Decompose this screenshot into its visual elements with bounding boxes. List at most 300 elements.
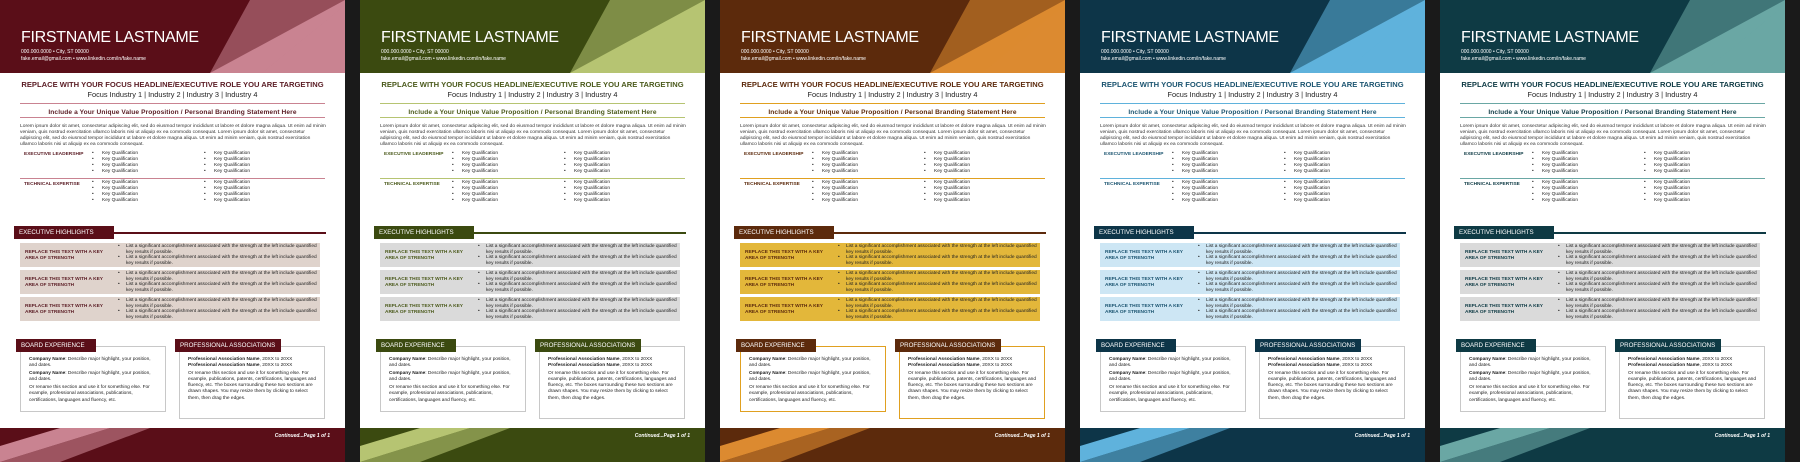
company-name: Company Name — [1109, 371, 1146, 377]
key-qualification: • Key Qualification — [1284, 180, 1374, 186]
board-entry-text: : Describe major highlight, your position, and dates. — [389, 357, 511, 369]
key-qualification: • Key Qualification — [924, 157, 1014, 163]
association-dates: , 20XX to 20XX — [979, 357, 1013, 362]
key-qualifications-column — [92, 151, 182, 176]
key-qualification: • Key Qualification — [564, 151, 654, 157]
divider-rule — [1100, 117, 1405, 118]
resume-header — [720, 0, 1065, 73]
resume-page-burgundy-rose[interactable] — [0, 0, 345, 462]
highlight-item: • List a significant accomplishment associated with the strength at the left include quantified key results if possible. — [478, 255, 678, 266]
highlight-items — [118, 244, 318, 266]
board-entry-text: : Describe major highlight, your position, and dates. — [29, 357, 151, 369]
professional-associations-heading: PROFESSIONAL ASSOCIATIONS — [1615, 339, 1721, 352]
highlight-item: • List a significant accomplishment associated with the strength at the left include quantified key results if possible. — [838, 255, 1038, 266]
key-qualification: • Key Qualification — [1644, 169, 1734, 175]
highlight-items — [1198, 298, 1398, 320]
association-name: Professional Association Name — [1628, 363, 1700, 369]
key-qualification: • Key Qualification — [92, 192, 182, 198]
focus-headline: REPLACE WITH YOUR FOCUS HEADLINE/EXECUTIVE ROLE YOU ARE TARGETING — [21, 80, 324, 89]
focus-headline: REPLACE WITH YOUR FOCUS HEADLINE/EXECUTIVE ROLE YOU ARE TARGETING — [1461, 80, 1764, 89]
professional-associations-heading: PROFESSIONAL ASSOCIATIONS — [895, 339, 1001, 352]
highlight-row — [1460, 297, 1760, 321]
key-qualification: • Key Qualification — [812, 192, 902, 198]
divider-rule — [740, 117, 1045, 118]
resume-header — [360, 0, 705, 73]
association-dates: , 20XX to 20XX — [619, 357, 653, 362]
association-name: Professional Association Name — [548, 357, 620, 362]
key-qualification: • Key Qualification — [812, 198, 902, 204]
key-qualification: • Key Qualification — [1644, 192, 1734, 198]
highlight-strength-label: REPLACE THIS TEXT WITH A KEY AREA OF STRENGTH — [745, 250, 823, 261]
company-name: Company Name — [389, 371, 426, 377]
association-note: Or rename this section and use it for something else. For example, publications, patents, certifications, languages and fluency, etc. The boxes surrounding these two sections are drawn shapes. You may resize them by clicking to select them, then drag the edges. — [188, 371, 316, 401]
highlight-strength-label: REPLACE THIS TEXT WITH A KEY AREA OF STRENGTH — [745, 304, 823, 315]
executive-leadership-label: EXECUTIVE LEADERSHIP — [1464, 152, 1524, 157]
divider-rule — [740, 103, 1045, 104]
board-note: Or rename this section and use it for something else. For example, professional associations, publications, certifications, languages and fluency, etc. — [1469, 385, 1590, 403]
divider-rule — [1100, 103, 1405, 104]
highlight-item: • List a significant accomplishment associated with the strength at the left include quantified key results if possible. — [1558, 244, 1758, 255]
section-line — [474, 232, 686, 234]
focus-industries: Focus Industry 1 | Industry 2 | Industry 3 | Industry 4 — [447, 90, 618, 99]
highlight-item: • List a significant accomplishment associated with the strength at the left include quantified key results if possible. — [1198, 298, 1398, 309]
highlight-items — [1558, 244, 1758, 266]
key-qualification: • Key Qualification — [924, 198, 1014, 204]
board-entry — [29, 357, 159, 369]
highlight-items — [838, 244, 1038, 266]
key-qualification: • Key Qualification — [1532, 169, 1622, 175]
highlight-item: • List a significant accomplishment associated with the strength at the left include quantified key results if possible. — [478, 282, 678, 293]
summary-paragraph: Lorem ipsum dolor sit amet, consectetur adipiscing elit, sed do eiusmod tempor incididunt ut labore et dolore magna aliqua. Ut enim ad minim veniam, quis nostrud exercitation ullamco laboris nisi ut aliquip ex ea commodo consequat. Lorem ipsum dolor sit amet, consectetur adipiscing elit, sed do eiusmod tempor incididunt ut labore et dolore magna aliqua. Ut enim ad minim veniam, quis nostrud exercitation ullamco laboris nisi ut aliquip ex ea commodo consequat. — [1100, 124, 1406, 148]
key-qualification: • Key Qualification — [1172, 192, 1262, 198]
technical-expertise-label: TECHNICAL EXPERTISE — [1104, 182, 1160, 187]
key-qualification: • Key Qualification — [924, 151, 1014, 157]
key-qualification: • Key Qualification — [1532, 180, 1622, 186]
key-qualification: • Key Qualification — [1644, 186, 1734, 192]
highlight-strength-label: REPLACE THIS TEXT WITH A KEY AREA OF STRENGTH — [25, 304, 103, 315]
key-qualification: • Key Qualification — [1172, 180, 1262, 186]
key-qualification: • Key Qualification — [1532, 151, 1622, 157]
focus-industries: Focus Industry 1 | Industry 2 | Industry 3 | Industry 4 — [807, 90, 978, 99]
board-entry — [389, 371, 519, 383]
focus-industries: Focus Industry 1 | Industry 2 | Industry 3 | Industry 4 — [87, 90, 258, 99]
board-entry-text: : Describe major highlight, your position, and dates. — [749, 371, 871, 383]
contact-email-linkedin: fake.email@gmail.com • www.linkedin.com/in/fake.name — [1101, 56, 1226, 62]
key-qualification: • Key Qualification — [1284, 186, 1374, 192]
highlight-item: • List a significant accomplishment associated with the strength at the left include quantified key results if possible. — [1558, 309, 1758, 320]
contact-phone-city: 000.000.0000 • City, ST 00000 — [21, 49, 89, 55]
key-qualification: • Key Qualification — [92, 186, 182, 192]
divider-rule — [20, 178, 325, 179]
key-qualification: • Key Qualification — [812, 163, 902, 169]
divider-rule — [380, 117, 685, 118]
key-qualification: • Key Qualification — [204, 180, 294, 186]
highlight-item: • List a significant accomplishment associated with the strength at the left include quantified key results if possible. — [1198, 282, 1398, 293]
key-qualification: • Key Qualification — [564, 198, 654, 204]
key-qualification: • Key Qualification — [92, 169, 182, 175]
key-qualification: • Key Qualification — [1644, 198, 1734, 204]
company-name: Company Name — [29, 357, 66, 362]
key-qualifications-column — [564, 151, 654, 176]
focus-headline: REPLACE WITH YOUR FOCUS HEADLINE/EXECUTIVE ROLE YOU ARE TARGETING — [1101, 80, 1404, 89]
highlight-strength-label: REPLACE THIS TEXT WITH A KEY AREA OF STRENGTH — [1105, 304, 1183, 315]
key-qualification: • Key Qualification — [812, 169, 902, 175]
contact-email-linkedin: fake.email@gmail.com • www.linkedin.com/in/fake.name — [21, 56, 146, 62]
board-entry-text: : Describe major highlight, your position, and dates. — [1469, 357, 1591, 369]
highlight-row — [1460, 270, 1760, 294]
professional-associations-box — [179, 346, 325, 419]
board-experience-heading: BOARD EXPERIENCE — [376, 339, 456, 352]
association-name: Professional Association Name — [188, 363, 260, 369]
value-proposition: Include a Your Unique Value Proposition / Personal Branding Statement Here — [768, 109, 1017, 116]
association-dates: , 20XX to 20XX — [259, 357, 293, 362]
key-qualification: • Key Qualification — [1532, 186, 1622, 192]
highlight-item: • List a significant accomplishment associated with the strength at the left include quantified key results if possible. — [1198, 309, 1398, 320]
key-qualifications-column — [1644, 180, 1734, 205]
professional-associations-heading: PROFESSIONAL ASSOCIATIONS — [535, 339, 641, 352]
highlight-strength-label: REPLACE THIS TEXT WITH A KEY AREA OF STRENGTH — [25, 277, 103, 288]
highlight-item: • List a significant accomplishment associated with the strength at the left include quantified key results if possible. — [118, 255, 318, 266]
professional-associations-box — [539, 346, 685, 419]
company-name: Company Name — [389, 357, 426, 362]
key-qualification: • Key Qualification — [1284, 157, 1374, 163]
technical-expertise-label: TECHNICAL EXPERTISE — [384, 182, 440, 187]
company-name: Company Name — [29, 371, 66, 377]
resume-page-brown-orange[interactable] — [720, 0, 1065, 462]
key-qualification: • Key Qualification — [924, 192, 1014, 198]
focus-industries: Focus Industry 1 | Industry 2 | Industry 3 | Industry 4 — [1167, 90, 1338, 99]
key-qualification: • Key Qualification — [812, 180, 902, 186]
highlight-strength-label: REPLACE THIS TEXT WITH A KEY AREA OF STRENGTH — [385, 304, 463, 315]
key-qualification: • Key Qualification — [1172, 169, 1262, 175]
summary-paragraph: Lorem ipsum dolor sit amet, consectetur adipiscing elit, sed do eiusmod tempor incididunt ut labore et dolore magna aliqua. Ut enim ad minim veniam, quis nostrud exercitation ullamco laboris nisi ut aliquip ex ea commodo consequat. Lorem ipsum dolor sit amet, consectetur adipiscing elit, sed do eiusmod tempor incididunt ut labore et dolore magna aliqua. Ut enim ad minim veniam, quis nostrud exercitation ullamco laboris nisi ut aliquip ex ea commodo consequat. — [380, 124, 686, 148]
key-qualification: • Key Qualification — [1284, 151, 1374, 157]
key-qualification: • Key Qualification — [812, 151, 902, 157]
page-continued-label: Continued...Page 1 of 1 — [1714, 433, 1770, 439]
value-proposition: Include a Your Unique Value Proposition / Personal Branding Statement Here — [1488, 109, 1737, 116]
association-dates: , 20XX to 20XX — [1699, 357, 1733, 362]
key-qualifications-column — [1644, 151, 1734, 176]
key-qualification: • Key Qualification — [204, 157, 294, 163]
key-qualifications-column — [204, 151, 294, 176]
highlight-strength-label: REPLACE THIS TEXT WITH A KEY AREA OF STRENGTH — [1465, 250, 1543, 261]
key-qualifications-column — [452, 151, 542, 176]
highlight-item: • List a significant accomplishment associated with the strength at the left include quantified key results if possible. — [1198, 244, 1398, 255]
association-name: Professional Association Name — [548, 363, 620, 369]
key-qualification: • Key Qualification — [1172, 186, 1262, 192]
board-experience-box — [1460, 346, 1606, 412]
executive-highlights-heading: EXECUTIVE HIGHLIGHTS — [734, 226, 834, 239]
key-qualification: • Key Qualification — [564, 169, 654, 175]
professional-associations-heading: PROFESSIONAL ASSOCIATIONS — [1255, 339, 1361, 352]
candidate-name: FIRSTNAME LASTNAME — [1461, 29, 1639, 46]
key-qualifications-column — [1284, 151, 1374, 176]
highlight-row — [740, 270, 1040, 294]
executive-leadership-label: EXECUTIVE LEADERSHIP — [24, 152, 84, 157]
highlight-strength-label: REPLACE THIS TEXT WITH A KEY AREA OF STRENGTH — [1465, 304, 1543, 315]
key-qualification: • Key Qualification — [924, 186, 1014, 192]
page-continued-label: Continued...Page 1 of 1 — [1354, 433, 1410, 439]
board-experience-heading: BOARD EXPERIENCE — [736, 339, 816, 352]
association-name: Professional Association Name — [1268, 357, 1340, 362]
section-line — [1554, 232, 1766, 234]
highlight-strength-label: REPLACE THIS TEXT WITH A KEY AREA OF STRENGTH — [1105, 250, 1183, 261]
professional-associations-box — [899, 346, 1045, 419]
key-qualification: • Key Qualification — [564, 157, 654, 163]
highlight-row — [380, 270, 680, 294]
board-entry-text: : Describe major highlight, your position, and dates. — [749, 357, 871, 369]
association-name: Professional Association Name — [1628, 357, 1700, 362]
key-qualification: • Key Qualification — [812, 186, 902, 192]
highlight-items — [1198, 244, 1398, 266]
key-qualification: • Key Qualification — [204, 198, 294, 204]
highlight-row — [20, 243, 320, 267]
board-entry-text: : Describe major highlight, your position, and dates. — [389, 371, 511, 383]
key-qualification: • Key Qualification — [204, 186, 294, 192]
contact-phone-city: 000.000.0000 • City, ST 00000 — [741, 49, 809, 55]
value-proposition: Include a Your Unique Value Proposition / Personal Branding Statement Here — [408, 109, 657, 116]
highlight-item: • List a significant accomplishment associated with the strength at the left include quantified key results if possible. — [118, 282, 318, 293]
divider-rule — [380, 103, 685, 104]
value-proposition: Include a Your Unique Value Proposition / Personal Branding Statement Here — [48, 109, 297, 116]
key-qualifications-column — [924, 151, 1014, 176]
highlight-row — [1460, 243, 1760, 267]
key-qualification: • Key Qualification — [452, 186, 542, 192]
highlight-items — [1198, 271, 1398, 293]
highlight-item: • List a significant accomplishment associated with the strength at the left include quantified key results if possible. — [478, 244, 678, 255]
divider-rule — [740, 178, 1045, 179]
highlight-item: • List a significant accomplishment associated with the strength at the left include quantified key results if possible. — [1558, 298, 1758, 309]
highlight-items — [1558, 298, 1758, 320]
key-qualifications-column — [1284, 180, 1374, 205]
divider-rule — [20, 117, 325, 118]
divider-rule — [1100, 178, 1405, 179]
key-qualification: • Key Qualification — [92, 163, 182, 169]
board-experience-box — [380, 346, 526, 412]
association-dates: , 20XX to 20XX — [259, 363, 293, 369]
candidate-name: FIRSTNAME LASTNAME — [1101, 29, 1279, 46]
executive-highlights-heading: EXECUTIVE HIGHLIGHTS — [14, 226, 114, 239]
divider-rule — [1460, 178, 1765, 179]
key-qualification: • Key Qualification — [1172, 198, 1262, 204]
board-note: Or rename this section and use it for something else. For example, professional associations, publications, certifications, languages and fluency, etc. — [749, 385, 870, 403]
focus-headline: REPLACE WITH YOUR FOCUS HEADLINE/EXECUTIVE ROLE YOU ARE TARGETING — [741, 80, 1044, 89]
key-qualification: • Key Qualification — [924, 169, 1014, 175]
highlight-item: • List a significant accomplishment associated with the strength at the left include quantified key results if possible. — [838, 271, 1038, 282]
key-qualification: • Key Qualification — [92, 198, 182, 204]
section-line — [1194, 232, 1406, 234]
page-continued-label: Continued...Page 1 of 1 — [634, 433, 690, 439]
key-qualification: • Key Qualification — [1644, 163, 1734, 169]
board-entry — [1469, 371, 1599, 383]
highlight-row — [380, 297, 680, 321]
executive-highlights-heading: EXECUTIVE HIGHLIGHTS — [1454, 226, 1554, 239]
highlight-strength-label: REPLACE THIS TEXT WITH A KEY AREA OF STRENGTH — [385, 250, 463, 261]
highlight-item: • List a significant accomplishment associated with the strength at the left include quantified key results if possible. — [1558, 255, 1758, 266]
key-qualification: • Key Qualification — [812, 157, 902, 163]
highlight-item: • List a significant accomplishment associated with the strength at the left include quantified key results if possible. — [838, 244, 1038, 255]
highlight-strength-label: REPLACE THIS TEXT WITH A KEY AREA OF STRENGTH — [1105, 277, 1183, 288]
highlight-row — [20, 297, 320, 321]
highlight-row — [1100, 243, 1400, 267]
executive-leadership-label: EXECUTIVE LEADERSHIP — [384, 152, 444, 157]
highlight-strength-label: REPLACE THIS TEXT WITH A KEY AREA OF STRENGTH — [1465, 277, 1543, 288]
association-entry — [188, 363, 318, 369]
summary-paragraph: Lorem ipsum dolor sit amet, consectetur adipiscing elit, sed do eiusmod tempor incididunt ut labore et dolore magna aliqua. Ut enim ad minim veniam, quis nostrud exercitation ullamco laboris nisi ut aliquip ex ea commodo consequat. Lorem ipsum dolor sit amet, consectetur adipiscing elit, sed do eiusmod tempor incididunt ut labore et dolore magna aliqua. Ut enim ad minim veniam, quis nostrud exercitation ullamco laboris nisi ut aliquip ex ea commodo consequat. — [1460, 124, 1766, 148]
key-qualification: • Key Qualification — [1284, 192, 1374, 198]
page-continued-label: Continued...Page 1 of 1 — [994, 433, 1050, 439]
board-entry-text: : Describe major highlight, your position, and dates. — [29, 371, 151, 383]
board-note: Or rename this section and use it for something else. For example, professional associations, publications, certifications, languages and fluency, etc. — [29, 385, 150, 403]
board-note: Or rename this section and use it for something else. For example, professional associations, publications, certifications, languages and fluency, etc. — [389, 385, 510, 403]
candidate-name: FIRSTNAME LASTNAME — [21, 29, 199, 46]
key-qualification: • Key Qualification — [1532, 163, 1622, 169]
highlight-item: • List a significant accomplishment associated with the strength at the left include quantified key results if possible. — [1198, 271, 1398, 282]
highlight-item: • List a significant accomplishment associated with the strength at the left include quantified key results if possible. — [1558, 282, 1758, 293]
key-qualifications-column — [924, 180, 1014, 205]
contact-phone-city: 000.000.0000 • City, ST 00000 — [1461, 49, 1529, 55]
key-qualification: • Key Qualification — [564, 192, 654, 198]
association-dates: , 20XX to 20XX — [1339, 363, 1373, 369]
contact-phone-city: 000.000.0000 • City, ST 00000 — [381, 49, 449, 55]
key-qualifications-column — [1532, 151, 1622, 176]
key-qualifications-column — [92, 180, 182, 205]
key-qualification: • Key Qualification — [564, 163, 654, 169]
highlight-row — [1100, 297, 1400, 321]
highlight-row — [380, 243, 680, 267]
key-qualification: • Key Qualification — [1532, 198, 1622, 204]
association-entry — [1268, 363, 1398, 369]
association-note: Or rename this section and use it for something else. For example, publications, patents, certifications, languages and fluency, etc. The boxes surrounding these two sections are drawn shapes. You may resize them by clicking to select them, then drag the edges. — [548, 371, 676, 401]
board-entry-text: : Describe major highlight, your position, and dates. — [1469, 371, 1591, 383]
highlight-items — [118, 298, 318, 320]
highlight-row — [740, 243, 1040, 267]
key-qualification: • Key Qualification — [564, 180, 654, 186]
highlight-item: • List a significant accomplishment associated with the strength at the left include quantified key results if possible. — [838, 309, 1038, 320]
contact-phone-city: 000.000.0000 • City, ST 00000 — [1101, 49, 1169, 55]
key-qualification: • Key Qualification — [452, 180, 542, 186]
association-dates: , 20XX to 20XX — [979, 363, 1013, 369]
focus-industries: Focus Industry 1 | Industry 2 | Industry 3 | Industry 4 — [1527, 90, 1698, 99]
contact-email-linkedin: fake.email@gmail.com • www.linkedin.com/in/fake.name — [741, 56, 866, 62]
technical-expertise-label: TECHNICAL EXPERTISE — [1464, 182, 1520, 187]
key-qualification: • Key Qualification — [1284, 169, 1374, 175]
key-qualification: • Key Qualification — [1532, 192, 1622, 198]
key-qualifications-column — [1532, 180, 1622, 205]
board-entry-text: : Describe major highlight, your position, and dates. — [1109, 357, 1231, 369]
board-experience-heading: BOARD EXPERIENCE — [1096, 339, 1176, 352]
highlight-item: • List a significant accomplishment associated with the strength at the left include quantified key results if possible. — [478, 271, 678, 282]
association-entry — [1628, 363, 1758, 369]
divider-rule — [1460, 117, 1765, 118]
contact-email-linkedin: fake.email@gmail.com • www.linkedin.com/in/fake.name — [1461, 56, 1586, 62]
key-qualification: • Key Qualification — [452, 157, 542, 163]
resume-header — [1440, 0, 1785, 73]
key-qualification: • Key Qualification — [452, 169, 542, 175]
association-name: Professional Association Name — [908, 363, 980, 369]
professional-associations-box — [1259, 346, 1405, 419]
section-line — [114, 232, 326, 234]
technical-expertise-label: TECHNICAL EXPERTISE — [744, 182, 800, 187]
summary-paragraph: Lorem ipsum dolor sit amet, consectetur adipiscing elit, sed do eiusmod tempor incididunt ut labore et dolore magna aliqua. Ut enim ad minim veniam, quis nostrud exercitation ullamco laboris nisi ut aliquip ex ea commodo consequat. Lorem ipsum dolor sit amet, consectetur adipiscing elit, sed do eiusmod tempor incididunt ut labore et dolore magna aliqua. Ut enim ad minim veniam, quis nostrud exercitation ullamco laboris nisi ut aliquip ex ea commodo consequat. — [20, 124, 326, 148]
key-qualification: • Key Qualification — [1172, 157, 1262, 163]
key-qualification: • Key Qualification — [92, 157, 182, 163]
technical-expertise-label: TECHNICAL EXPERTISE — [24, 182, 80, 187]
key-qualification: • Key Qualification — [204, 151, 294, 157]
key-qualification: • Key Qualification — [452, 198, 542, 204]
key-qualifications-column — [1172, 180, 1262, 205]
highlight-items — [478, 244, 678, 266]
highlight-item: • List a significant accomplishment associated with the strength at the left include quantified key results if possible. — [478, 309, 678, 320]
key-qualification: • Key Qualification — [1172, 151, 1262, 157]
focus-headline: REPLACE WITH YOUR FOCUS HEADLINE/EXECUTIVE ROLE YOU ARE TARGETING — [381, 80, 684, 89]
board-entry — [749, 357, 879, 369]
association-dates: , 20XX to 20XX — [1699, 363, 1733, 369]
board-entry — [1109, 357, 1239, 369]
key-qualifications-column — [564, 180, 654, 205]
highlight-items — [838, 271, 1038, 293]
highlight-items — [478, 271, 678, 293]
resume-page-teal-sage[interactable] — [1440, 0, 1785, 462]
association-note: Or rename this section and use it for something else. For example, publications, patents, certifications, languages and fluency, etc. The boxes surrounding these two sections are drawn shapes. You may resize them by clicking to select them, then drag the edges. — [1628, 371, 1756, 401]
key-qualification: • Key Qualification — [1172, 163, 1262, 169]
highlight-strength-label: REPLACE THIS TEXT WITH A KEY AREA OF STRENGTH — [385, 277, 463, 288]
board-experience-heading: BOARD EXPERIENCE — [16, 339, 96, 352]
key-qualification: • Key Qualification — [924, 180, 1014, 186]
key-qualifications-column — [452, 180, 542, 205]
board-note: Or rename this section and use it for something else. For example, professional associations, publications, certifications, languages and fluency, etc. — [1109, 385, 1230, 403]
board-experience-box — [20, 346, 166, 412]
divider-rule — [20, 103, 325, 104]
association-note: Or rename this section and use it for something else. For example, publications, patents, certifications, languages and fluency, etc. The boxes surrounding these two sections are drawn shapes. You may resize them by clicking to select them, then drag the edges. — [1268, 371, 1396, 401]
key-qualification: • Key Qualification — [452, 192, 542, 198]
highlight-item: • List a significant accomplishment associated with the strength at the left include quantified key results if possible. — [118, 271, 318, 282]
candidate-name: FIRSTNAME LASTNAME — [741, 29, 919, 46]
highlight-row — [20, 270, 320, 294]
key-qualification: • Key Qualification — [1284, 163, 1374, 169]
key-qualifications-column — [204, 180, 294, 205]
highlight-strength-label: REPLACE THIS TEXT WITH A KEY AREA OF STRENGTH — [745, 277, 823, 288]
page-continued-label: Continued...Page 1 of 1 — [274, 433, 330, 439]
company-name: Company Name — [1469, 371, 1506, 377]
highlight-strength-label: REPLACE THIS TEXT WITH A KEY AREA OF STRENGTH — [25, 250, 103, 261]
key-qualification: • Key Qualification — [924, 163, 1014, 169]
candidate-name: FIRSTNAME LASTNAME — [381, 29, 559, 46]
key-qualification: • Key Qualification — [564, 186, 654, 192]
association-entry — [548, 363, 678, 369]
resume-page-olive-green[interactable] — [360, 0, 705, 462]
board-entry — [389, 357, 519, 369]
key-qualification: • Key Qualification — [92, 180, 182, 186]
highlight-item: • List a significant accomplishment associated with the strength at the left include quantified key results if possible. — [118, 244, 318, 255]
contact-email-linkedin: fake.email@gmail.com • www.linkedin.com/in/fake.name — [381, 56, 506, 62]
divider-rule — [1460, 103, 1765, 104]
board-entry — [749, 371, 879, 383]
highlight-items — [478, 298, 678, 320]
highlight-row — [1100, 270, 1400, 294]
board-entry — [1469, 357, 1599, 369]
key-qualification: • Key Qualification — [1532, 157, 1622, 163]
highlight-item: • List a significant accomplishment associated with the strength at the left include quantified key results if possible. — [838, 298, 1038, 309]
key-qualification: • Key Qualification — [92, 151, 182, 157]
board-experience-box — [740, 346, 886, 412]
resume-page-navy-sky[interactable] — [1080, 0, 1425, 462]
board-entry-text: : Describe major highlight, your position, and dates. — [1109, 371, 1231, 383]
board-experience-box — [1100, 346, 1246, 412]
professional-associations-box — [1619, 346, 1765, 419]
association-dates: , 20XX to 20XX — [1339, 357, 1373, 362]
highlight-item: • List a significant accomplishment associated with the strength at the left include quantified key results if possible. — [1558, 271, 1758, 282]
